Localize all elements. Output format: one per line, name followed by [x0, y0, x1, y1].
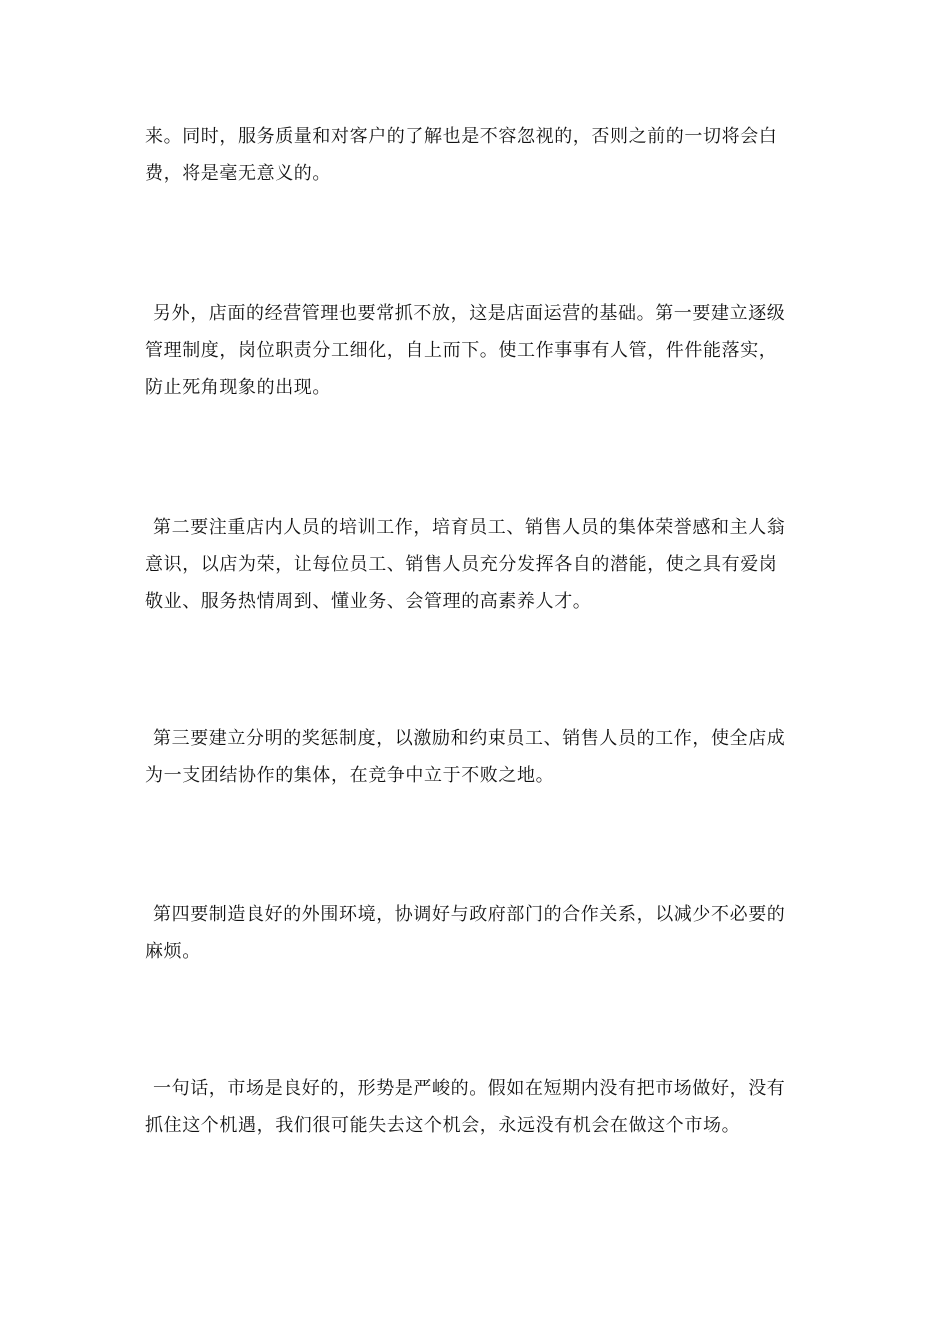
- paragraph-line: 来。同时，服务质量和对客户的了解也是不容忽视的，否则之前的一切将会白: [145, 126, 778, 147]
- paragraph-external-environment: [145, 896, 810, 970]
- paragraph-line: 麻烦。: [145, 941, 201, 962]
- paragraph-reward-system: [145, 720, 810, 794]
- paragraph-conclusion: [145, 1070, 810, 1144]
- paragraph-service-quality: [145, 118, 810, 192]
- paragraph-line: 费，将是毫无意义的。: [145, 163, 331, 184]
- paragraph-line: 管理制度，岗位职责分工细化，自上而下。使工作事事有人管，件件能落实，: [145, 340, 778, 361]
- paragraph-line: 为一支团结协作的集体，在竞争中立于不败之地。: [145, 765, 555, 786]
- paragraph-staff-training: [145, 509, 810, 620]
- paragraph-line: 意识，以店为荣，让每位员工、销售人员充分发挥各自的潜能，使之具有爱岗: [145, 554, 778, 575]
- paragraph-line: 防止死角现象的出现。: [145, 377, 331, 398]
- paragraph-store-management: [145, 295, 810, 406]
- paragraph-line: 第二要注重店内人员的培训工作，培育员工、销售人员的集体荣誉感和主人翁: [153, 517, 786, 538]
- paragraph-line: 敬业、服务热情周到、懂业务、会管理的高素养人才。: [145, 591, 592, 612]
- paragraph-line: 另外，店面的经营管理也要常抓不放，这是店面运营的基础。第一要建立逐级: [153, 303, 786, 324]
- paragraph-line: 第三要建立分明的奖惩制度，以激励和约束员工、销售人员的工作，使全店成: [153, 728, 786, 749]
- paragraph-line: 第四要制造良好的外围环境，协调好与政府部门的合作关系，以减少不必要的: [153, 904, 786, 925]
- paragraph-line: 一句话，市场是良好的，形势是严峻的。假如在短期内没有把市场做好，没有: [153, 1078, 786, 1099]
- paragraph-line: 抓住这个机遇，我们很可能失去这个机会，永远没有机会在做这个市场。: [145, 1115, 741, 1136]
